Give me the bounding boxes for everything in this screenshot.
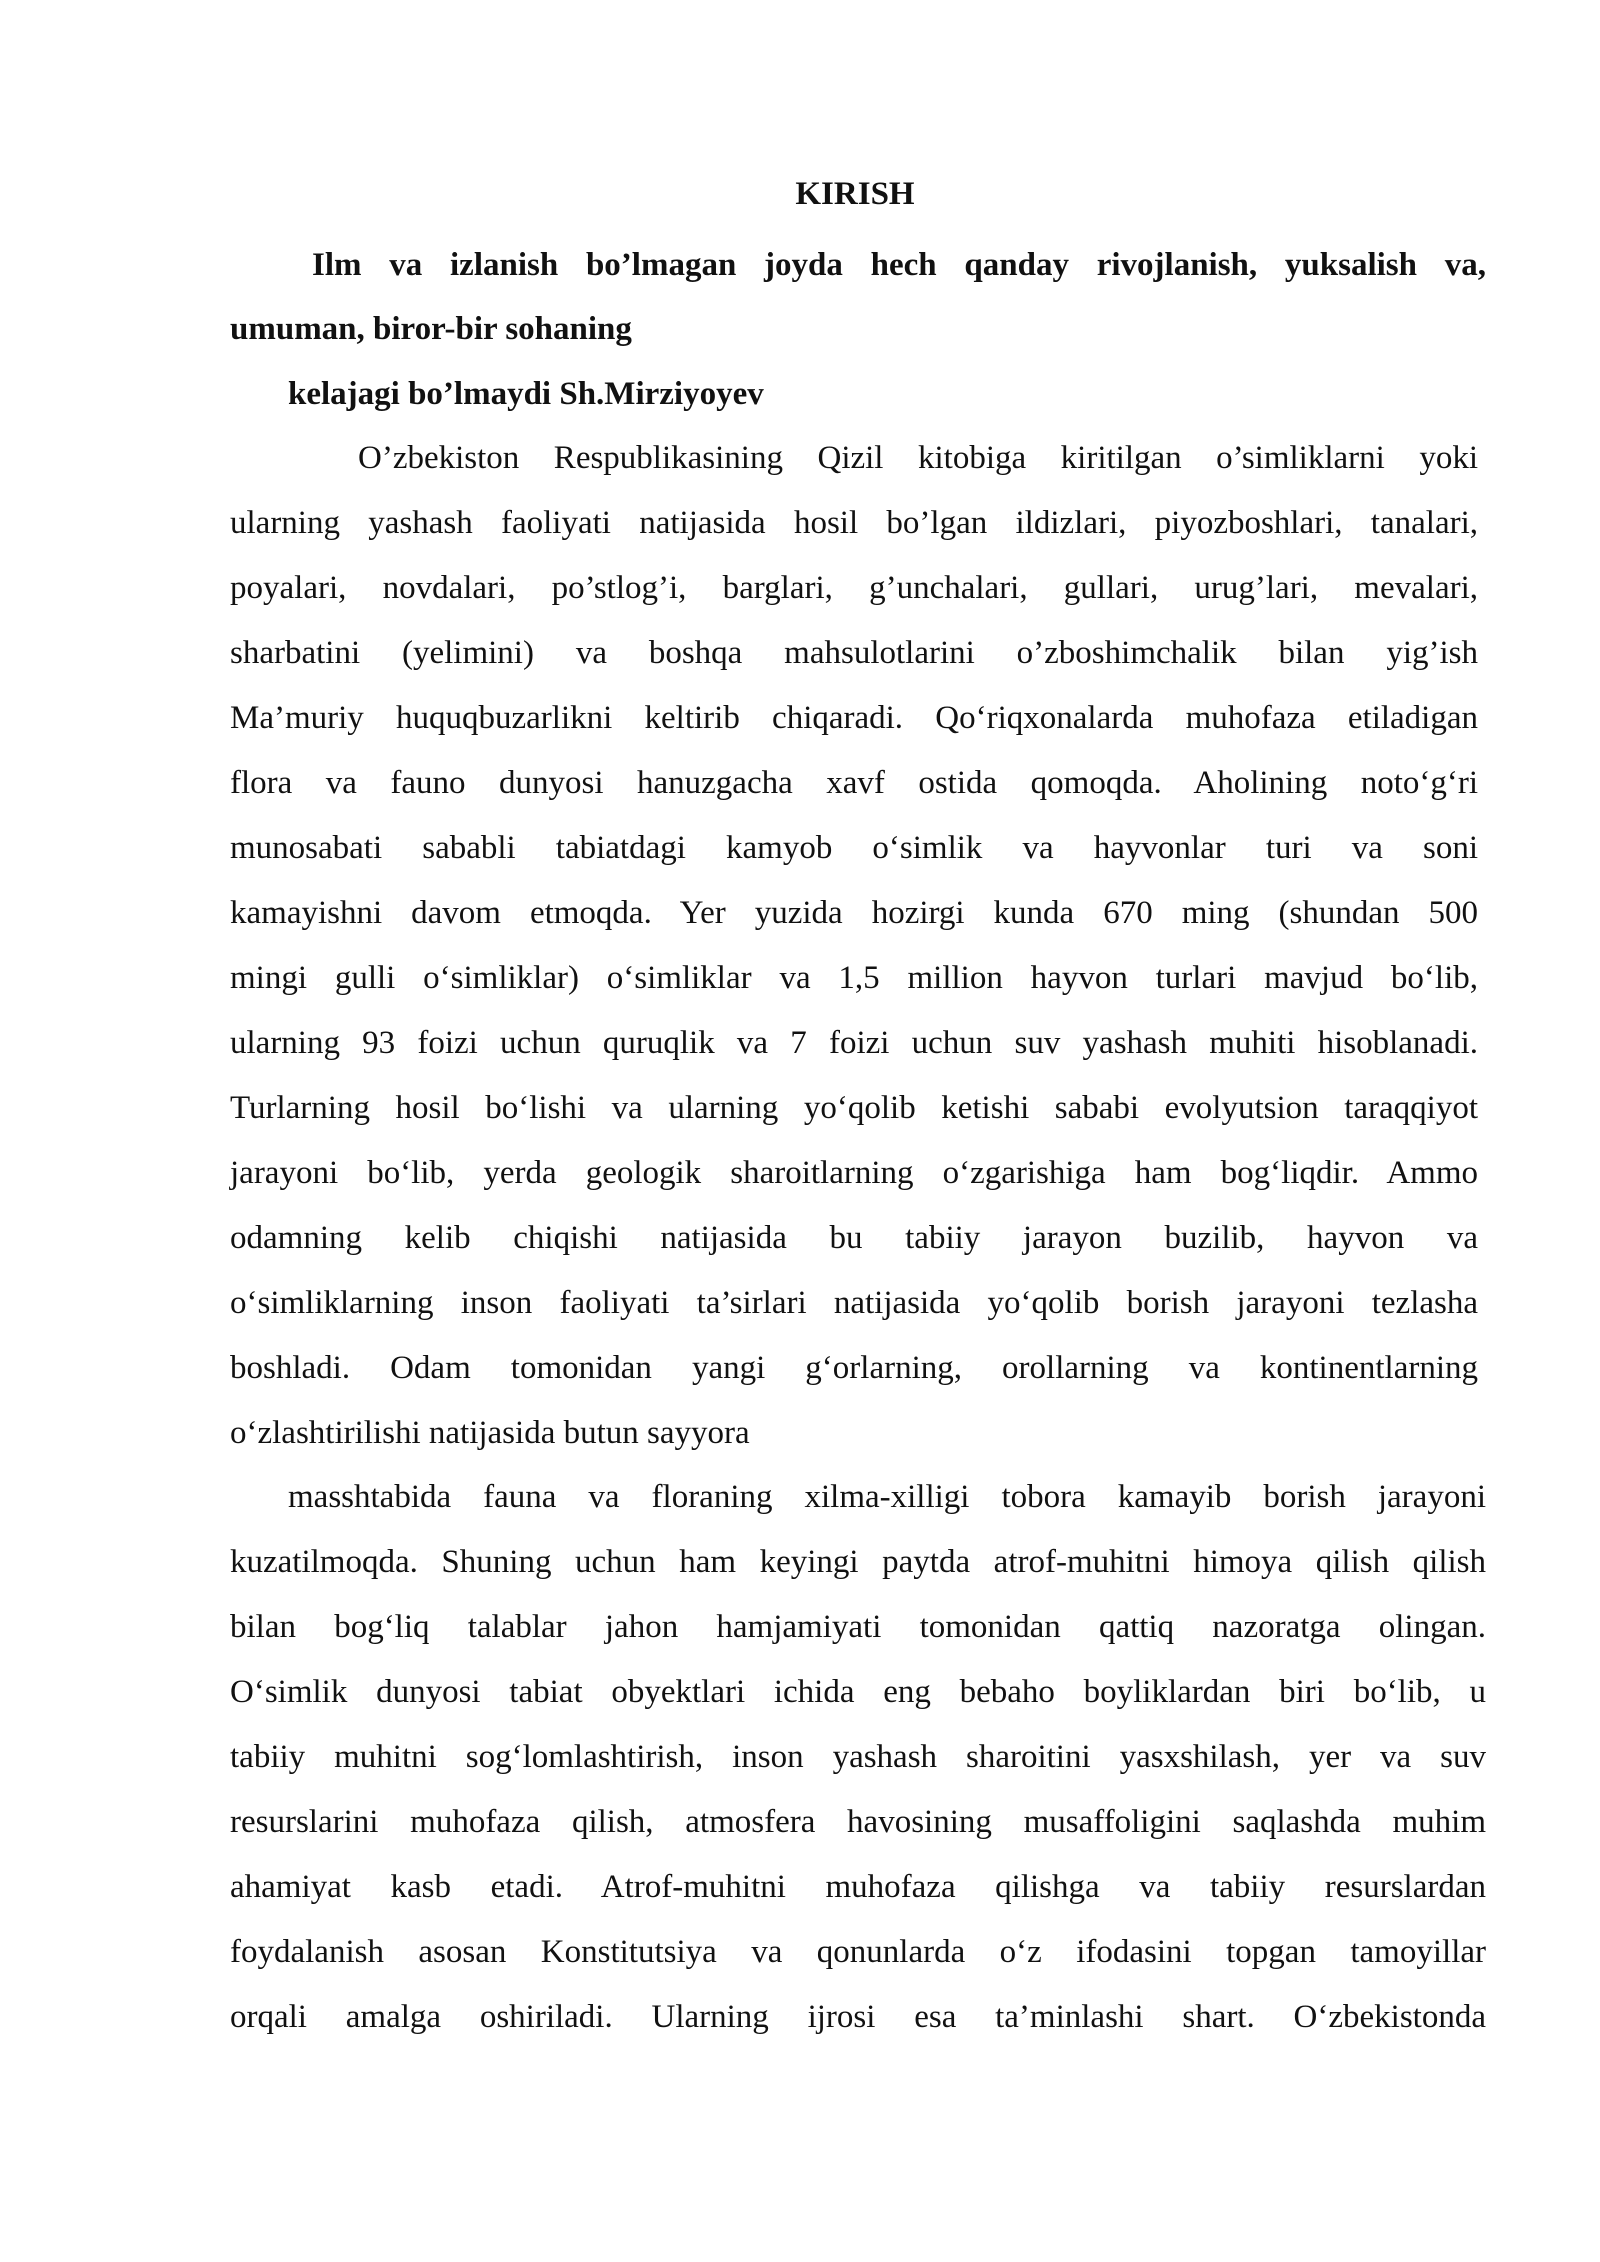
paragraph-line: ularning yashash faoliyati natijasida hosil bo’lgan ildizlari, piyozboshlari, tanalari, bbox=[230, 505, 1478, 541]
paragraph-line: flora va fauno dunyosi hanuzgacha xavf ostida qomoqda. Aholining noto‘g‘ri bbox=[230, 765, 1478, 801]
paragraph-line: ularning 93 foizi uchun quruqlik va 7 foizi uchun suv yashash muhiti hisoblanadi. bbox=[230, 1025, 1478, 1061]
paragraph-line: Turlarning hosil bo‘lishi va ularning yo‘qolib ketishi sababi evolyutsion taraqqiyot bbox=[230, 1090, 1478, 1126]
paragraph-line: poyalari, novdalari, po’stlog’i, barglari, g’unchalari, gullari, urug’lari, mevalari, bbox=[230, 570, 1478, 606]
paragraph-line: munosabati sababli tabiatdagi kamyob o‘simlik va hayvonlar turi va soni bbox=[230, 830, 1478, 866]
paragraph-line: kamayishni davom etmoqda. Yer yuzida hozirgi kunda 670 ming (shundan 500 bbox=[230, 895, 1478, 931]
paragraph-line: foydalanish asosan Konstitutsiya va qonunlarda o‘z ifodasini topgan tamoyillar bbox=[230, 1934, 1486, 1970]
paragraph-line: o‘zlashtirilishi natijasida butun sayyora bbox=[230, 1415, 750, 1451]
paragraph-line: orqali amalga oshiriladi. Ularning ijrosi esa ta’minlashi shart. O‘zbekistonda bbox=[230, 1999, 1486, 2035]
epigraph-line-3-author: kelajagi bo’lmaydi Sh.Mirziyoyev bbox=[288, 376, 764, 412]
paragraph-line: O‘simlik dunyosi tabiat obyektlari ichida eng bebaho boyliklardan biri bo‘lib, u bbox=[230, 1674, 1486, 1710]
paragraph-line: tabiiy muhitni sog‘lomlashtirish, inson yashash sharoitini yasxshilash, yer va suv bbox=[230, 1739, 1486, 1775]
paragraph-line: kuzatilmoqda. Shuning uchun ham keyingi paytda atrof-muhitni himoya qilish qilish bbox=[230, 1544, 1486, 1580]
paragraph-line: odamning kelib chiqishi natijasida bu tabiiy jarayon buzilib, hayvon va bbox=[230, 1220, 1478, 1256]
page-title: KIRISH bbox=[795, 176, 915, 212]
epigraph-line-1: Ilm va izlanish bo’lmagan joyda hech qanday rivojlanish, yuksalish va, bbox=[312, 247, 1486, 283]
paragraph-line: resurslarini muhofaza qilish, atmosfera havosining musaffoligini saqlashda muhim bbox=[230, 1804, 1486, 1840]
paragraph-line: o‘simliklarning inson faoliyati ta’sirlari natijasida yo‘qolib borish jarayoni tezlasha bbox=[230, 1285, 1478, 1321]
paragraph-line: Ma’muriy huquqbuzarlikni keltirib chiqaradi. Qo‘riqxonalarda muhofaza etiladigan bbox=[230, 700, 1478, 736]
paragraph-line: ahamiyat kasb etadi. Atrof-muhitni muhofaza qilishga va tabiiy resurslardan bbox=[230, 1869, 1486, 1905]
paragraph-line: jarayoni bo‘lib, yerda geologik sharoitlarning o‘zgarishiga ham bog‘liqdir. Ammo bbox=[230, 1155, 1478, 1191]
epigraph-line-2: umuman, biror-bir sohaning bbox=[230, 311, 632, 347]
paragraph-line: mingi gulli o‘simliklar) o‘simliklar va 1,5 million hayvon turlari mavjud bo‘lib, bbox=[230, 960, 1478, 996]
paragraph-line: sharbatini (yelimini) va boshqa mahsulotlarini o’zboshimchalik bilan yig’ish bbox=[230, 635, 1478, 671]
paragraph-line: bilan bog‘liq talablar jahon hamjamiyati tomonidan qattiq nazoratga olingan. bbox=[230, 1609, 1486, 1645]
paragraph-line: masshtabida fauna va floraning xilma-xilligi tobora kamayib borish jarayoni bbox=[288, 1479, 1486, 1515]
paragraph-line: O’zbekiston Respublikasining Qizil kitobiga kiritilgan o’simliklarni yoki bbox=[358, 440, 1478, 476]
paragraph-line: boshladi. Odam tomonidan yangi g‘orlarning, orollarning va kontinentlarning bbox=[230, 1350, 1478, 1386]
